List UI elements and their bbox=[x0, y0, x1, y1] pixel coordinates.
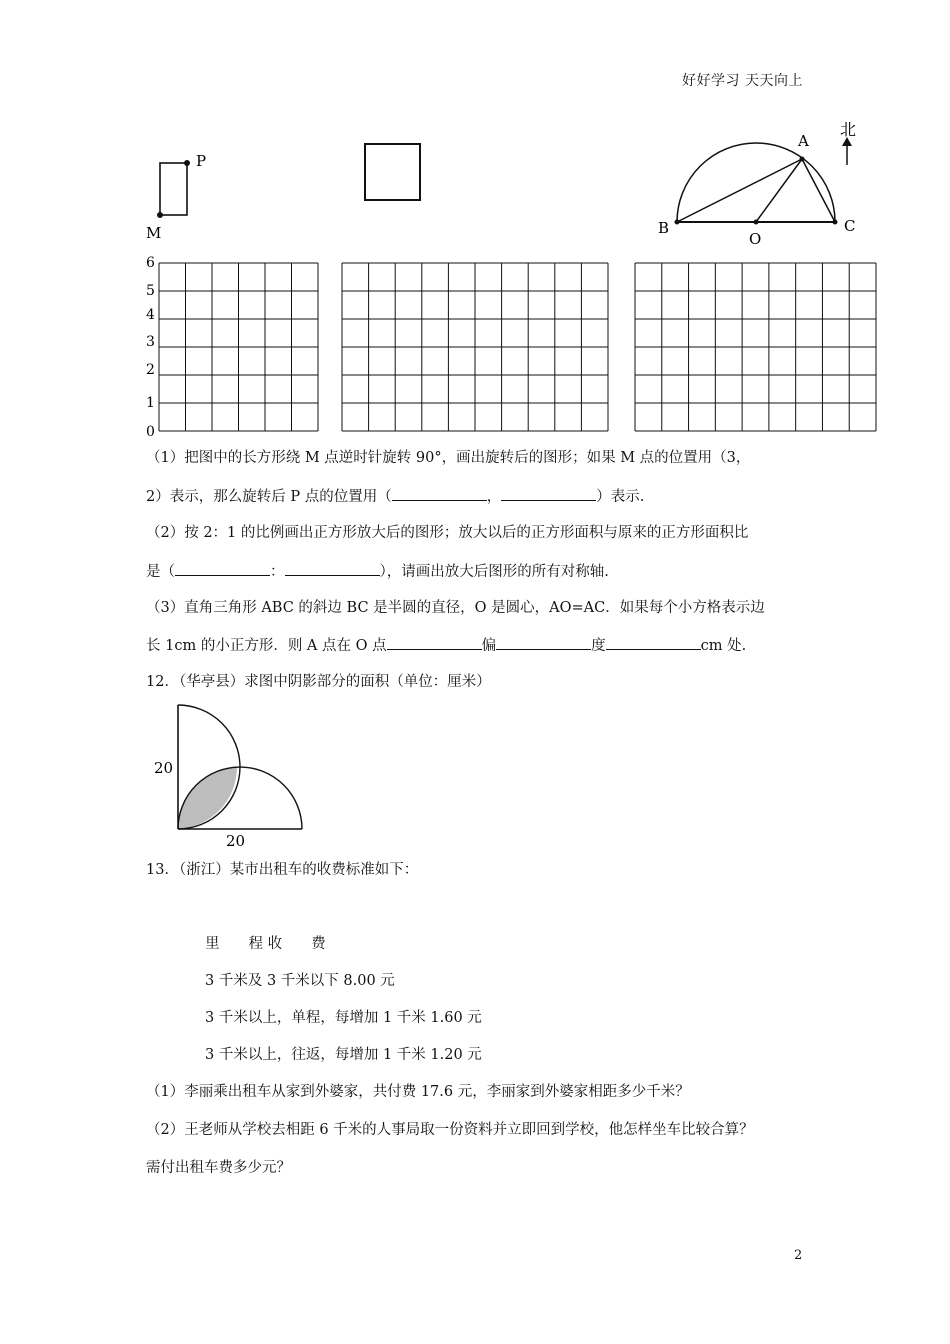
label-p: P bbox=[196, 152, 207, 170]
fare-table-header: 里 程 收 费 bbox=[205, 936, 326, 952]
label-b: B bbox=[658, 219, 670, 237]
label-a: A bbox=[798, 132, 809, 150]
q11-part2-line2: 是（ ： ），请画出放大后图形的所有对称轴. bbox=[146, 561, 609, 582]
q11-part1-line1: （1）把图中的长方形绕 M 点逆时针旋转 90°，画出旋转后的图形；如果 M 点的位置用（3， bbox=[146, 450, 751, 466]
fare-row-2: 3 千米以上，单程，每增加 1 千米 1.60 元 bbox=[205, 1010, 482, 1026]
fare-row-1: 3 千米及 3 千米以下 8.00 元 bbox=[205, 973, 395, 989]
y-label: 1 bbox=[146, 395, 155, 411]
label-north: 北 bbox=[840, 120, 857, 139]
label-o: O bbox=[749, 230, 762, 248]
label-m: M bbox=[146, 224, 162, 242]
q12-title: 12．（华亭县）求图中阴影部分的面积（单位：厘米） bbox=[146, 674, 491, 690]
y-label: 0 bbox=[146, 424, 155, 440]
header-motto: 好好学习 天天向上 bbox=[682, 73, 803, 89]
point-m bbox=[157, 212, 163, 218]
answer-blank[interactable] bbox=[175, 561, 270, 576]
grid-right bbox=[635, 263, 876, 431]
answer-blank[interactable] bbox=[501, 486, 596, 501]
point-p bbox=[184, 160, 190, 166]
fare-row-3: 3 千米以上，往返，每增加 1 千米 1.20 元 bbox=[205, 1047, 482, 1063]
label-20-left: 20 bbox=[154, 759, 174, 777]
answer-blank[interactable] bbox=[496, 635, 591, 650]
q13-title: 13．（浙江）某市出租车的收费标准如下： bbox=[146, 862, 419, 878]
y-label: 2 bbox=[146, 362, 155, 378]
page-number: 2 bbox=[794, 1248, 803, 1263]
shaded-area-figure bbox=[140, 695, 320, 855]
grid-left bbox=[159, 263, 318, 431]
q11-part3-line2: 长 1cm 的小正方形．则 A 点在 O 点 偏 度 cm 处. bbox=[146, 635, 746, 656]
q11-part3-line1: （3）直角三角形 ABC 的斜边 BC 是半圆的直径，O 是圆心，AO=AC．如果每个小方格表示边 bbox=[146, 600, 765, 616]
label-20-bottom: 20 bbox=[226, 832, 246, 850]
semicircle-triangle-figure bbox=[675, 143, 838, 225]
answer-blank[interactable] bbox=[392, 486, 487, 501]
q13-question-2-line1: （2）王老师从学校去相距 6 千米的人事局取一份资料并立即回到学校，他怎样坐车比较合算？ bbox=[146, 1122, 754, 1138]
q11-part1-line2: 2）表示，那么旋转后 P 点的位置用（ ， ）表示. bbox=[146, 486, 644, 507]
answer-blank[interactable] bbox=[285, 561, 380, 576]
q13-question-2-line2: 需付出租车费多少元？ bbox=[146, 1160, 291, 1176]
label-c: C bbox=[844, 217, 856, 235]
grid-middle bbox=[342, 263, 608, 431]
q11-part2-line1: （2）按 2：1 的比例画出正方形放大后的图形；放大以后的正方形面积与原来的正方形面积比 bbox=[146, 525, 749, 541]
y-label: 4 bbox=[146, 307, 155, 323]
y-label: 5 bbox=[146, 283, 155, 299]
square-figure bbox=[365, 144, 420, 200]
y-label: 6 bbox=[146, 255, 155, 271]
y-label: 3 bbox=[146, 334, 155, 350]
q13-question-1: （1）李丽乘出租车从家到外婆家，共付费 17.6 元，李丽家到外婆家相距多少千米？ bbox=[146, 1084, 690, 1100]
rectangle-figure bbox=[160, 163, 187, 215]
answer-blank[interactable] bbox=[387, 635, 482, 650]
answer-blank[interactable] bbox=[606, 635, 701, 650]
figures-area bbox=[0, 0, 950, 450]
y-axis-labels bbox=[146, 255, 155, 440]
